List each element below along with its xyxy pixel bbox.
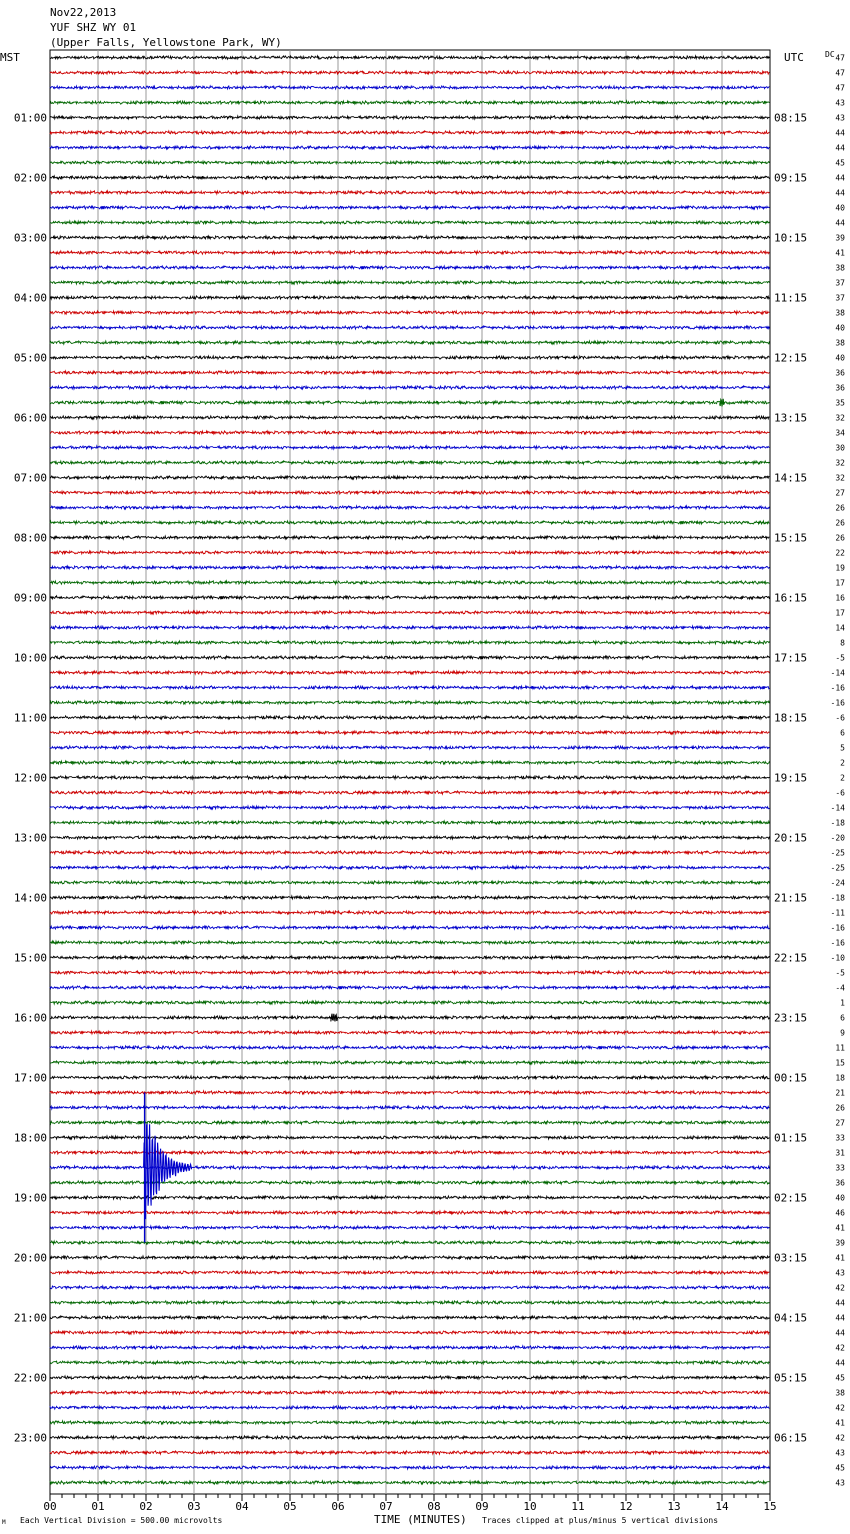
mst-hour-label: 16:00 [13, 1011, 47, 1025]
trace-line [50, 746, 769, 749]
mst-hour-labels [14, 112, 47, 1445]
trace-line [50, 206, 769, 209]
dc-offset-value: 35 [835, 398, 845, 408]
trace-line [50, 1181, 769, 1184]
trace-line [50, 236, 769, 239]
trace-line [50, 491, 769, 494]
x-tick-label: 03 [187, 1500, 201, 1513]
dc-offset-value: 40 [835, 203, 845, 213]
dc-offset-value: 1 [840, 998, 845, 1008]
dc-offset-value: 2 [840, 758, 845, 768]
trace-line [50, 596, 769, 599]
utc-hour-label: 14:15 [774, 471, 808, 485]
dc-offset-value: -16 [830, 698, 845, 708]
dc-offset-value: 38 [835, 338, 845, 348]
trace-line [50, 1091, 769, 1094]
mst-hour-label: 10:00 [13, 651, 47, 665]
dc-offset-value: 44 [835, 173, 845, 183]
dc-offset-value: -5 [835, 968, 845, 978]
dc-offset-value: 6 [840, 728, 845, 738]
trace-group [50, 56, 769, 1484]
trace-line [50, 1061, 769, 1064]
utc-hour-label: 13:15 [774, 411, 808, 425]
trace-line [50, 221, 769, 224]
utc-hour-label: 22:15 [774, 951, 808, 965]
dc-offset-value: -6 [835, 713, 845, 723]
utc-hour-label: 23:15 [774, 1011, 808, 1025]
utc-hour-labels [774, 112, 807, 1445]
trace-line [50, 341, 769, 344]
dc-offset-value: 41 [835, 1223, 845, 1233]
utc-hour-label: 05:15 [774, 1371, 808, 1385]
dc-offset-value: 41 [835, 1418, 845, 1428]
utc-hour-label: 04:15 [774, 1311, 808, 1325]
utc-hour-label: 17:15 [774, 651, 808, 665]
dc-offset-value: 44 [835, 1358, 845, 1368]
trace-line [50, 386, 769, 389]
dc-offset-value: 33 [835, 1163, 845, 1173]
dc-offset-value: 40 [835, 353, 845, 363]
dc-offset-value: 42 [835, 1343, 845, 1353]
trace-line [50, 1001, 769, 1004]
trace-line [50, 56, 769, 59]
trace-line [50, 641, 769, 644]
trace-line [50, 686, 769, 689]
mst-hour-label: 17:00 [13, 1071, 47, 1085]
dc-offset-value: 45 [835, 1373, 845, 1383]
dc-offset-value: 42 [835, 1403, 845, 1413]
trace-line [50, 851, 769, 854]
dc-offset-value: 27 [835, 488, 845, 498]
trace-line [50, 1406, 769, 1409]
mst-hour-label: 21:00 [13, 1311, 47, 1325]
dc-offset-labels [831, 54, 846, 1488]
utc-hour-label: 03:15 [774, 1251, 808, 1265]
mst-hour-label: 06:00 [13, 411, 47, 425]
trace-line [50, 476, 769, 479]
dc-offset-value: 42 [835, 1283, 845, 1293]
dc-offset-value: 39 [835, 233, 845, 243]
mst-hour-label: 12:00 [13, 771, 47, 785]
dc-offset-value: 46 [835, 1208, 845, 1218]
header-date: Nov22,2013 [50, 6, 117, 19]
trace-line [50, 401, 769, 404]
footer-scale-note: Each Vertical Division = 500.00 microvolts [20, 1516, 223, 1525]
trace-line [50, 821, 769, 824]
dc-offset-value: 38 [835, 308, 845, 318]
dc-offset-value: 36 [835, 368, 845, 378]
trace-line [50, 881, 769, 884]
trace-line [50, 1256, 769, 1259]
trace-line [50, 191, 769, 194]
dc-offset-value: 38 [835, 1388, 845, 1398]
trace-line [50, 716, 769, 719]
dc-offset-value: 44 [835, 218, 845, 228]
footer-clip-note: Traces clipped at plus/minus 5 vertical divisions [482, 1516, 719, 1525]
dc-offset-value: -11 [830, 908, 845, 918]
mst-hour-label: 13:00 [13, 831, 47, 845]
dc-offset-value: 22 [835, 548, 845, 558]
dc-offset-value: 40 [835, 323, 845, 333]
dc-offset-value: 14 [835, 623, 845, 633]
trace-line [50, 281, 769, 284]
trace-line [50, 356, 769, 359]
dc-offset-value: 44 [835, 1298, 845, 1308]
trace-line [50, 461, 769, 464]
trace-line [50, 71, 769, 74]
x-tick-label: 10 [523, 1500, 537, 1513]
trace-line [50, 146, 769, 149]
dc-offset-value: 44 [835, 1328, 845, 1338]
dc-offset-value: 31 [835, 1148, 845, 1158]
trace-line [50, 566, 769, 569]
dc-offset-value: 21 [835, 1088, 845, 1098]
trace-line [50, 1316, 769, 1319]
mst-hour-label: 19:00 [13, 1191, 47, 1205]
dc-offset-value: 17 [835, 608, 845, 618]
mst-hour-label: 22:00 [13, 1371, 47, 1385]
trace-line [50, 731, 769, 734]
dc-offset-value: 40 [835, 1193, 845, 1203]
dc-offset-value: -14 [830, 668, 845, 678]
dc-offset-value: 37 [835, 278, 845, 288]
trace-line [50, 1331, 769, 1334]
trace-line [50, 1076, 769, 1079]
x-tick-label: 12 [619, 1500, 633, 1513]
dc-offset-value: 44 [835, 188, 845, 198]
x-tick-label: 08 [427, 1500, 441, 1513]
trace-line [50, 251, 769, 254]
trace-line [50, 1106, 769, 1109]
dc-offset-value: -20 [830, 833, 845, 843]
trace-line [50, 326, 769, 329]
dc-offset-value: 2 [840, 773, 845, 783]
dc-offset-value: 43 [835, 1478, 845, 1488]
utc-hour-label: 06:15 [774, 1431, 808, 1445]
trace-line [50, 521, 769, 524]
trace-line [50, 131, 769, 134]
dc-offset-value: 32 [835, 473, 845, 483]
dc-offset-value: -5 [835, 653, 845, 663]
trace-line [50, 611, 769, 614]
trace-line [50, 896, 769, 899]
dc-offset-value: -16 [830, 923, 845, 933]
mst-hour-label: 01:00 [13, 111, 47, 125]
dc-offset-value: 19 [835, 563, 845, 573]
mst-hour-label: 20:00 [13, 1251, 47, 1265]
left-axis-label: MST [0, 51, 20, 64]
trace-line [50, 836, 769, 839]
dc-offset-value: 26 [835, 1103, 845, 1113]
trace-line [50, 806, 769, 809]
dc-offset-value: 39 [835, 1238, 845, 1248]
dc-offset-value: 18 [835, 1073, 845, 1083]
utc-hour-label: 11:15 [774, 291, 808, 305]
trace-line [50, 956, 769, 959]
utc-hour-label: 21:15 [774, 891, 808, 905]
x-tick-label: 05 [283, 1500, 297, 1513]
trace-line [50, 446, 769, 449]
x-tick-label: 01 [91, 1500, 105, 1513]
mst-hour-label: 15:00 [13, 951, 47, 965]
dc-offset-value: 36 [835, 1178, 845, 1188]
trace-line [50, 116, 769, 119]
mst-hour-label: 23:00 [13, 1431, 47, 1445]
utc-hour-label: 16:15 [774, 591, 808, 605]
utc-hour-label: 02:15 [774, 1191, 808, 1205]
dc-offset-value: -6 [835, 788, 845, 798]
trace-line [50, 416, 769, 419]
trace-line [50, 671, 769, 674]
utc-hour-label: 12:15 [774, 351, 808, 365]
dc-offset-value: 8 [840, 638, 845, 648]
dc-offset-value: -4 [835, 983, 845, 993]
dc-offset-value: 45 [835, 1463, 845, 1473]
trace-line [50, 626, 769, 629]
utc-hour-label: 09:15 [774, 171, 808, 185]
trace-line [50, 1301, 769, 1304]
utc-hour-label: 00:15 [774, 1071, 808, 1085]
utc-hour-label: 15:15 [774, 531, 808, 545]
dc-offset-value: 37 [835, 293, 845, 303]
header-location: (Upper Falls, Yellowstone Park, WY) [50, 36, 282, 49]
dc-label: DC [825, 50, 835, 59]
dc-offset-value: 41 [835, 1253, 845, 1263]
trace-line [50, 986, 769, 989]
trace-line [50, 161, 769, 164]
utc-hour-label: 20:15 [774, 831, 808, 845]
trace-line [50, 1451, 769, 1454]
trace-line [50, 1121, 769, 1124]
trace-line [50, 86, 769, 89]
dc-offset-value: -16 [830, 938, 845, 948]
x-tick-label: 09 [475, 1500, 489, 1513]
trace-line [50, 296, 769, 299]
trace-line [50, 776, 769, 779]
dc-offset-value: 42 [835, 1433, 845, 1443]
mst-hour-label: 14:00 [13, 891, 47, 905]
trace-line [50, 1016, 769, 1019]
x-tick-label: 13 [667, 1500, 681, 1513]
trace-line [50, 926, 769, 929]
dc-offset-value: 34 [835, 428, 845, 438]
x-tick-label: 15 [763, 1500, 777, 1513]
dc-offset-value: 47 [835, 83, 845, 93]
trace-line [50, 1226, 769, 1229]
x-axis-title: TIME (MINUTES) [374, 1513, 467, 1526]
trace-line [50, 1286, 769, 1289]
utc-hour-label: 08:15 [774, 111, 808, 125]
dc-offset-value: 17 [835, 578, 845, 588]
mst-hour-label: 04:00 [13, 291, 47, 305]
trace-line [50, 911, 769, 914]
x-tick-label: 06 [331, 1500, 345, 1513]
mst-hour-label: 05:00 [13, 351, 47, 365]
x-tick-label: 02 [139, 1500, 153, 1513]
trace-line [50, 551, 769, 554]
trace-line [50, 1481, 769, 1484]
trace-line [50, 1421, 769, 1424]
trace-line [50, 536, 769, 539]
trace-line [50, 1376, 769, 1379]
trace-line [50, 266, 769, 269]
trace-line [50, 1196, 769, 1199]
x-tick-label: 00 [43, 1500, 57, 1513]
trace-line [50, 791, 769, 794]
small-event [331, 1014, 338, 1022]
dc-offset-value: -16 [830, 683, 845, 693]
footer-corner-mark: M [2, 1519, 6, 1526]
mst-hour-label: 08:00 [13, 531, 47, 545]
dc-offset-value: 9 [840, 1028, 845, 1038]
dc-offset-value: 26 [835, 503, 845, 513]
dc-offset-value: 26 [835, 518, 845, 528]
trace-line [50, 1241, 769, 1244]
dc-offset-value: 38 [835, 263, 845, 273]
dc-offset-value: 26 [835, 533, 845, 543]
dc-offset-value: 15 [835, 1058, 845, 1068]
dc-offset-value: 32 [835, 413, 845, 423]
utc-hour-label: 18:15 [774, 711, 808, 725]
dc-offset-value: 45 [835, 158, 845, 168]
dc-offset-value: 30 [835, 443, 845, 453]
mst-hour-label: 03:00 [13, 231, 47, 245]
x-tick-label: 14 [715, 1500, 729, 1513]
dc-offset-value: 43 [835, 1268, 845, 1278]
dc-offset-value: -14 [830, 803, 845, 813]
trace-line [50, 1466, 769, 1469]
dc-offset-value: 6 [840, 1013, 845, 1023]
trace-line [50, 1361, 769, 1364]
dc-offset-value: 16 [835, 593, 845, 603]
dc-offset-value: 47 [835, 53, 845, 63]
right-axis-label: UTC [784, 51, 804, 64]
trace-line [50, 101, 769, 104]
trace-line [50, 941, 769, 944]
x-tick-label: 07 [379, 1500, 393, 1513]
dc-offset-value: 11 [835, 1043, 845, 1053]
trace-line [50, 371, 769, 374]
mst-hour-label: 02:00 [13, 171, 47, 185]
trace-line [50, 1346, 769, 1349]
trace-line [50, 1031, 769, 1034]
dc-offset-value: 36 [835, 383, 845, 393]
trace-line [50, 581, 769, 584]
trace-line [50, 1211, 769, 1214]
dc-offset-value: -18 [830, 818, 845, 828]
dc-offset-value: -25 [830, 863, 845, 873]
trace-line [50, 506, 769, 509]
mst-hour-label: 18:00 [13, 1131, 47, 1145]
dc-offset-value: -10 [830, 953, 845, 963]
trace-line [50, 431, 769, 434]
trace-line [50, 1271, 769, 1274]
x-tick-label: 04 [235, 1500, 249, 1513]
trace-line [50, 701, 769, 704]
x-tick-label: 11 [571, 1500, 585, 1513]
x-axis [43, 1494, 776, 1513]
dc-offset-value: 47 [835, 68, 845, 78]
utc-hour-label: 19:15 [774, 771, 808, 785]
dc-offset-value: 33 [835, 1133, 845, 1143]
trace-line [50, 656, 769, 659]
mst-hour-label: 07:00 [13, 471, 47, 485]
dc-offset-value: 43 [835, 113, 845, 123]
utc-hour-label: 10:15 [774, 231, 808, 245]
dc-offset-value: 44 [835, 1313, 845, 1323]
trace-line [50, 1136, 769, 1139]
header-station: YUF SHZ WY 01 [50, 21, 137, 34]
trace-line [50, 1391, 769, 1394]
dc-offset-value: 43 [835, 98, 845, 108]
dc-offset-value: 32 [835, 458, 845, 468]
trace-line [50, 311, 769, 314]
trace-line [50, 1436, 769, 1439]
mst-hour-label: 09:00 [13, 591, 47, 605]
utc-hour-label: 01:15 [774, 1131, 808, 1145]
trace-line [50, 971, 769, 974]
trace-line [50, 761, 769, 764]
mst-hour-label: 11:00 [13, 711, 47, 725]
dc-offset-value: 44 [835, 143, 845, 153]
trace-line [50, 866, 769, 869]
trace-line [50, 176, 769, 179]
dc-offset-value: 43 [835, 1448, 845, 1458]
trace-line [50, 1046, 769, 1049]
dc-offset-value: -24 [830, 878, 845, 888]
dc-offset-value: 5 [840, 743, 845, 753]
dc-offset-value: 27 [835, 1118, 845, 1128]
dc-offset-value: -25 [830, 848, 845, 858]
dc-offset-value: -18 [830, 893, 845, 903]
dc-offset-value: 44 [835, 128, 845, 138]
dc-offset-value: 41 [835, 248, 845, 258]
